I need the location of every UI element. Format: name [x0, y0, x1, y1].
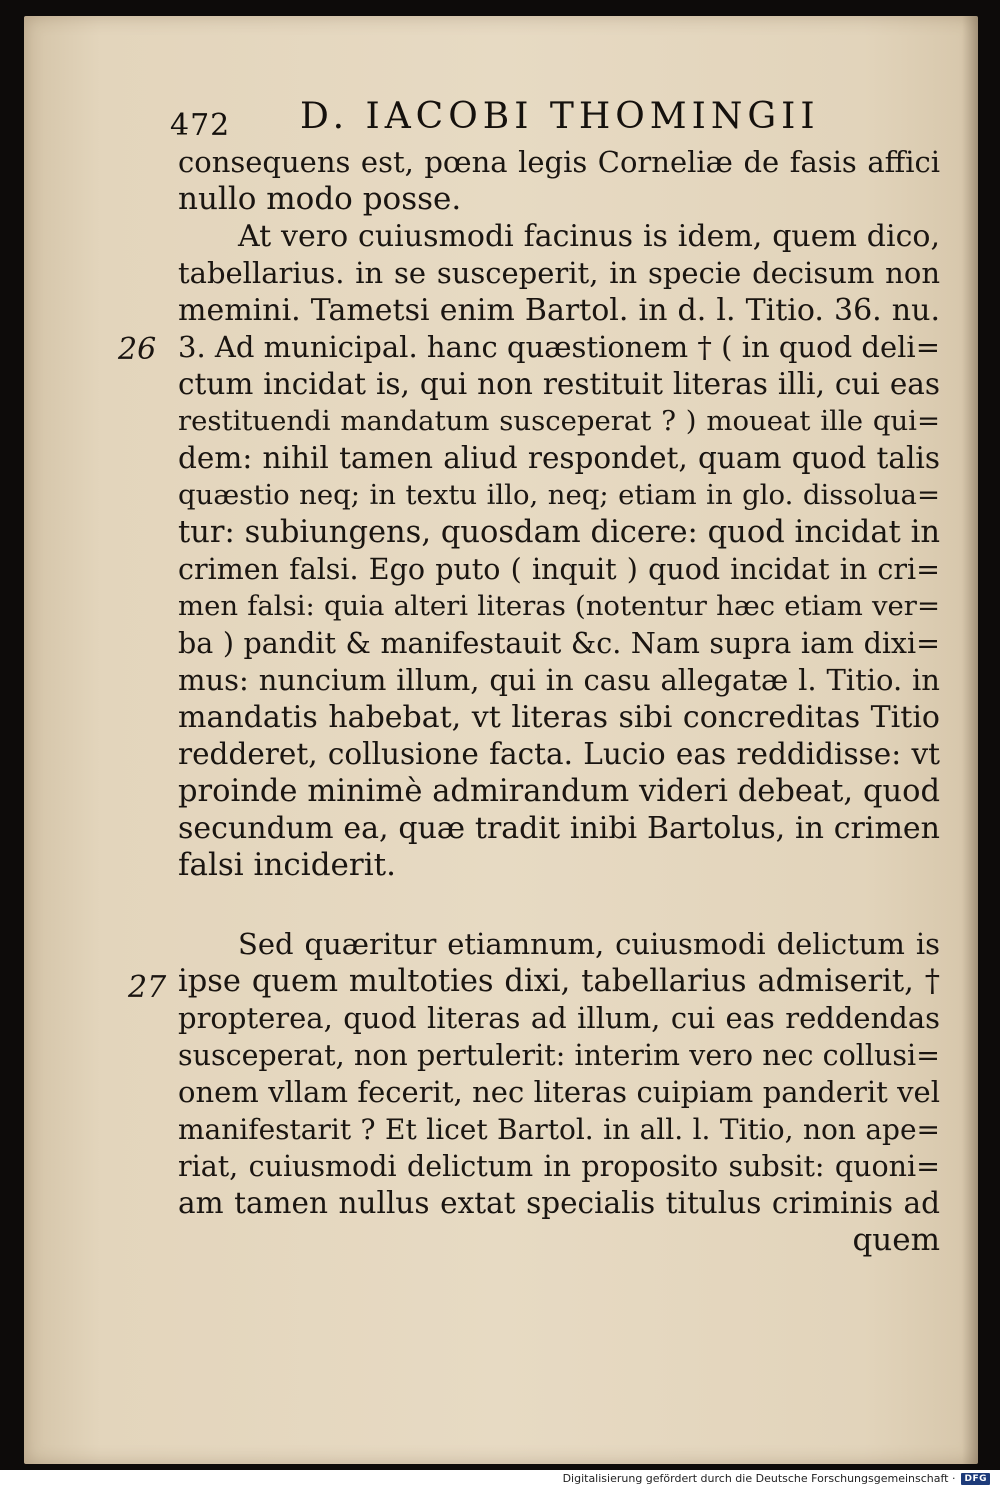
text-line-18: proinde minimè admirandum videri debeat, quod [178, 774, 940, 809]
text-line-11: tur: subiungens, quosdam dicere: quod incidat in [178, 515, 940, 550]
text-line-22: ipse quem multoties dixi, tabellarius admiserit, † [178, 964, 940, 999]
text-line-23: propterea, quod literas ad illum, cui eas reddendas [178, 1001, 940, 1035]
book-page [24, 16, 978, 1464]
text-line-4: tabellarius. in se susceperit, in specie decisum non [178, 256, 940, 290]
page-edge-shadow [962, 16, 978, 1464]
text-line-6: 3. Ad municipal. hanc quæstionem † ( in quod deli= [178, 330, 940, 364]
body-text [178, 144, 940, 1259]
text-line-25: onem vllam fecerit, nec literas cuipiam panderit vel [178, 1075, 940, 1109]
text-line-20: falsi inciderit. [178, 847, 396, 883]
dfg-logo: DFG [961, 1473, 990, 1485]
text-line-16: mandatis habebat, vt literas sibi concreditas Titio [178, 700, 940, 735]
margin-note-26: 26 [118, 332, 157, 367]
text-line-13: men falsi: quia alteri literas (notentur hæc etiam ver= [178, 590, 940, 622]
text-line-24: susceperat, non pertulerit: interim vero nec collusi= [178, 1039, 940, 1072]
catchword: quem [852, 1222, 940, 1258]
text-line-10: quæstio neq; in textu illo, neq; etiam in glo. dissolua= [178, 479, 940, 511]
text-line-5: memini. Tametsi enim Bartol. in d. l. Titio. 36. nu. [178, 293, 940, 328]
text-line-27: riat, cuiusmodi delictum in proposito subsit: quoni= [178, 1150, 940, 1183]
text-line-8: restituendi mandatum susceperat ? ) moueat ille qui= [178, 405, 940, 437]
credit-text: Digitalisierung gefördert durch die Deutsche Forschungsgemeinschaft · [562, 1472, 956, 1485]
digitization-credit [563, 1472, 990, 1485]
text-line-21: Sed quæritur etiamnum, cuiusmodi delictum is [238, 927, 940, 961]
text-line-9: dem: nihil tamen aliud respondet, quam quod talis [178, 441, 940, 475]
text-line-26: manifestarit ? Et licet Bartol. in all. l. Titio, non ape= [178, 1113, 940, 1146]
text-line-12: crimen falsi. Ego puto ( inquit ) quod incidat in cri= [178, 553, 940, 586]
paragraph-gap [178, 884, 940, 926]
text-line-2: nullo modo posse. [178, 181, 462, 217]
text-line-17: redderet, collusione facta. Lucio eas reddidisse: vt [178, 737, 940, 771]
text-line-14: ba ) pandit & manifestauit &c. Nam supra iam dixi= [178, 627, 940, 660]
text-line-3: At vero cuiusmodi facinus is idem, quem dico, [238, 219, 940, 254]
running-head-title: D. IACOBI THOMINGII [300, 96, 820, 137]
text-line-19: secundum ea, quæ tradit inibi Bartolus, in crimen [178, 811, 940, 846]
margin-note-27: 27 [128, 970, 167, 1005]
text-line-28: am tamen nullus extat specialis titulus criminis ad [178, 1186, 940, 1220]
page-number: 472 [170, 108, 231, 143]
text-line-1: consequens est, pœna legis Corneliæ de fasis affici [178, 145, 940, 179]
text-line-7: ctum incidat is, qui non restituit literas illi, cui eas [178, 367, 940, 401]
text-line-15: mus: nuncium illum, qui in casu allegatæ l. Titio. in [178, 663, 940, 697]
